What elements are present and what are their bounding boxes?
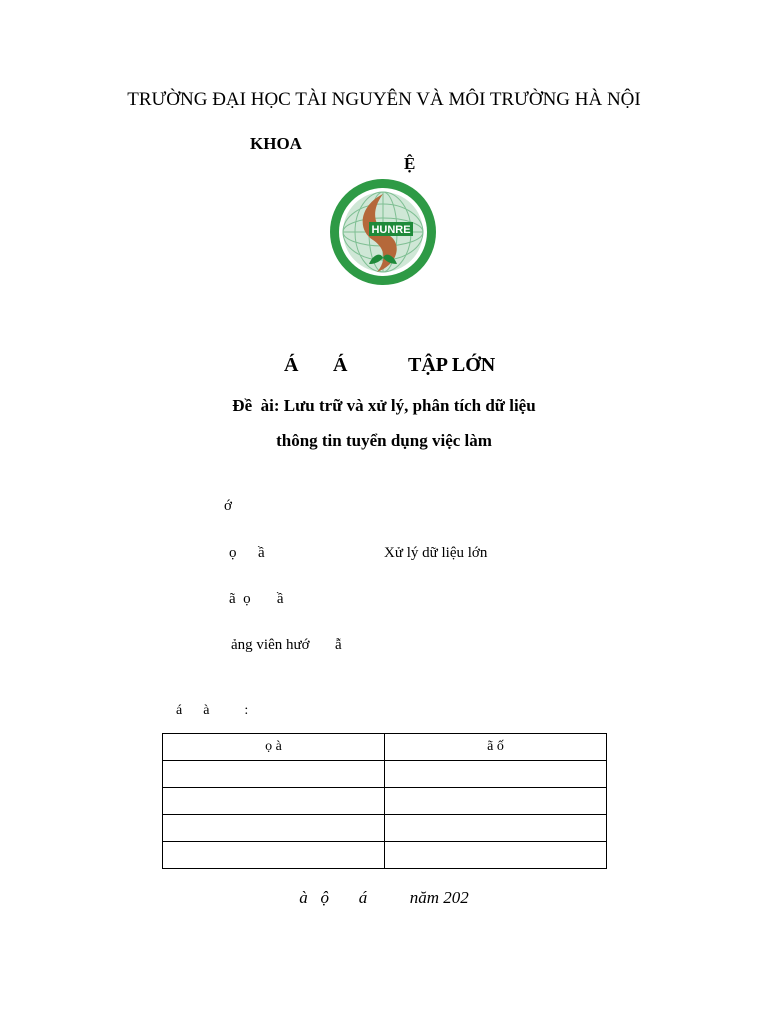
- table-cell: [385, 815, 607, 842]
- course-name: Xử lý dữ liệu lớn: [384, 545, 488, 561]
- table-row: [163, 842, 607, 869]
- topic-line-1: Đề ài: Lưu trữ và xử lý, phân tích dữ liệu: [232, 396, 536, 415]
- supervisor-label: ảng viên hướ: [231, 637, 310, 653]
- table-cell: [163, 788, 385, 815]
- info-line-3: ã ọ ầ: [229, 591, 284, 607]
- supervisor-label-end: ẫ: [335, 637, 342, 653]
- table-cell: [163, 842, 385, 869]
- table-row: [163, 788, 607, 815]
- table-cell: [385, 761, 607, 788]
- info-line-2b: ầ: [258, 545, 265, 561]
- table-cell: [385, 842, 607, 869]
- table-row: [163, 761, 607, 788]
- table-cell: [163, 761, 385, 788]
- header-student-id: ã ố: [385, 734, 607, 761]
- members-caption: á à :: [176, 703, 249, 718]
- topic-line-2: thông tin tuyển dụng việc làm: [276, 431, 492, 450]
- place-date-footer: à ộ á năm 202: [299, 888, 469, 907]
- table-header-row: [163, 734, 607, 761]
- faculty-rest: Ệ: [404, 154, 416, 173]
- info-line-1: ớ: [224, 498, 232, 514]
- university-logo: [329, 178, 437, 286]
- table-row: [163, 815, 607, 842]
- report-title-part1: Á: [284, 354, 299, 376]
- report-title-part3: TẬP LỚN: [408, 354, 496, 376]
- members-table: [162, 733, 607, 869]
- table-cell: [163, 815, 385, 842]
- info-line-2a: ọ: [229, 545, 237, 561]
- faculty-prefix: KHOA: [250, 134, 302, 153]
- logo-text: HUNRE: [371, 224, 411, 236]
- table-cell: [385, 788, 607, 815]
- faculty-name: [0, 114, 416, 174]
- header-full-name: ọ à: [163, 734, 385, 761]
- university-name: TRƯỜNG ĐẠI HỌC TÀI NGUYÊN VÀ MÔI TRƯỜNG HÀ NỘI: [127, 89, 641, 110]
- report-title-part2: Á: [333, 354, 348, 376]
